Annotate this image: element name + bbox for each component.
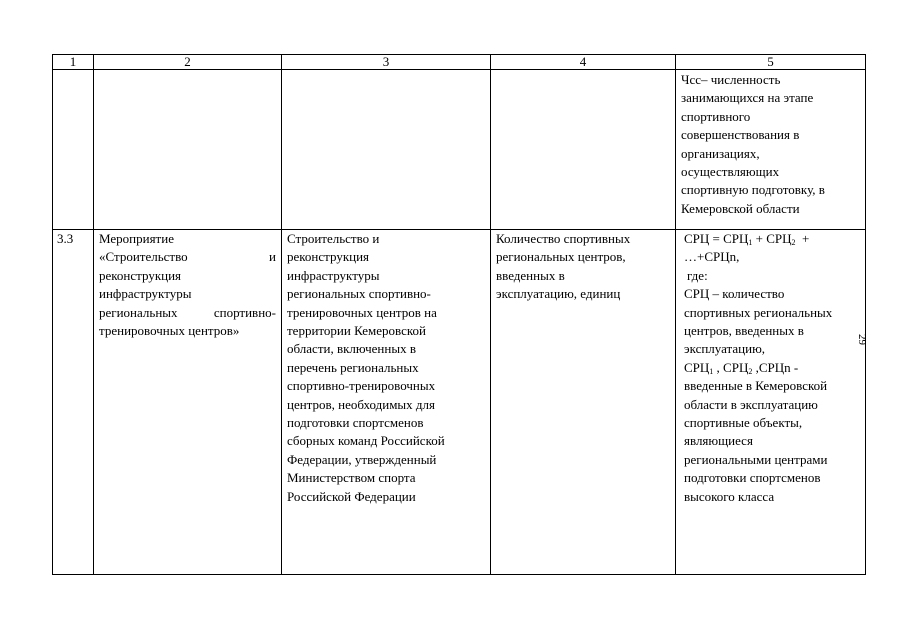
text-line: спортивные объекты, [684, 415, 803, 431]
formula-text: , СРЦ [713, 359, 749, 375]
text-line: Федерации, утвержденный [287, 451, 437, 467]
header-cell: 2 [94, 55, 282, 70]
text-line: спортивно-тренировочных [287, 378, 436, 394]
text-line: региональными центрами [684, 451, 828, 467]
text-line: тренировочных центров» [99, 323, 240, 339]
text-line: совершенствования в [681, 127, 800, 143]
text-line: введенные в Кемеровской [684, 378, 828, 394]
text-line: Мероприятие [99, 231, 174, 246]
formula-text: ,СРЦn - [752, 359, 799, 375]
text-line: подготовки спортсменов [684, 470, 821, 486]
formula-line [684, 359, 860, 377]
page-number: 29 [856, 334, 868, 345]
text-line: Кемеровской области [681, 200, 800, 216]
text-line: Чсс– численность [681, 72, 781, 87]
text-line: СРЦ – количество [684, 286, 785, 302]
header-cell: 3 [282, 55, 491, 70]
formula-text: + [795, 231, 810, 246]
text-line: спортивную подготовку, в [681, 182, 825, 198]
text-line: области в эксплуатацию [684, 396, 818, 412]
text-line: спортивного [681, 108, 751, 124]
formula-text: + СРЦ [752, 231, 792, 246]
text-line: центров, необходимых для [287, 396, 436, 412]
formula-text: СРЦ [684, 359, 710, 375]
text-line: центров, введенных в [684, 323, 804, 339]
text-line: региональных спортивно- [99, 304, 276, 320]
measure-name-cell [94, 230, 282, 575]
text-line: «Строительство и [99, 249, 276, 265]
text-line: области, включенных в [287, 341, 416, 357]
table-cell [94, 70, 282, 230]
formula-line: …+СРЦn, [684, 249, 740, 265]
text-line: инфраструктуры [287, 267, 380, 283]
text-line: региональных спортивно- [287, 286, 431, 302]
text-line: введенных в [496, 267, 565, 283]
formula-description-cell [676, 230, 866, 575]
formula-subscript: 2 [748, 366, 753, 376]
text-line: Российской Федерации [287, 488, 416, 504]
indicator-table [52, 54, 866, 575]
text-line: реконструкция [99, 267, 182, 283]
text-line: эксплуатацию, [684, 341, 766, 357]
table-header-row [53, 55, 866, 70]
formula-text: СРЦ = СРЦ [684, 231, 749, 246]
text-line: реконструкция [287, 249, 370, 265]
formula-subscript: 2 [791, 238, 796, 247]
table-cell [282, 70, 491, 230]
header-cell: 1 [53, 55, 94, 70]
text-line: являющиеся [684, 433, 753, 449]
text-line: сборных команд Российской [287, 433, 445, 449]
table-row [53, 70, 866, 230]
formula-subscript: 1 [709, 366, 714, 376]
text-line: подготовки спортсменов [287, 415, 424, 431]
formula-subscript: 1 [748, 238, 753, 247]
table-cell [491, 70, 676, 230]
header-cell: 4 [491, 55, 676, 70]
text-line: Количество спортивных [496, 231, 631, 246]
text-line: региональных центров, [496, 249, 626, 265]
formula-line [684, 230, 860, 248]
text-line: перечень региональных [287, 359, 419, 375]
text-line: организациях, [681, 145, 760, 161]
table-cell [53, 70, 94, 230]
text-line: занимающихся на этапе [681, 90, 814, 106]
text-line: территории Кемеровской [287, 323, 426, 339]
text-line: высокого класса [684, 488, 775, 504]
formula-description-cell [676, 70, 866, 230]
text-line: тренировочных центров на [287, 304, 437, 320]
header-cell: 5 [676, 55, 866, 70]
text-line: Строительство и [287, 231, 380, 246]
text-line: эксплуатацию, единиц [496, 286, 621, 302]
text-line: Министерством спорта [287, 470, 416, 486]
text-line: осуществляющих [681, 164, 780, 180]
text-line: инфраструктуры [99, 286, 192, 302]
measure-description-cell [282, 230, 491, 575]
table-row [53, 230, 866, 575]
where-label: где: [687, 267, 708, 283]
text-line: спортивных региональных [684, 304, 833, 320]
row-number: 3.3 [53, 230, 94, 575]
indicator-name-cell [491, 230, 676, 575]
